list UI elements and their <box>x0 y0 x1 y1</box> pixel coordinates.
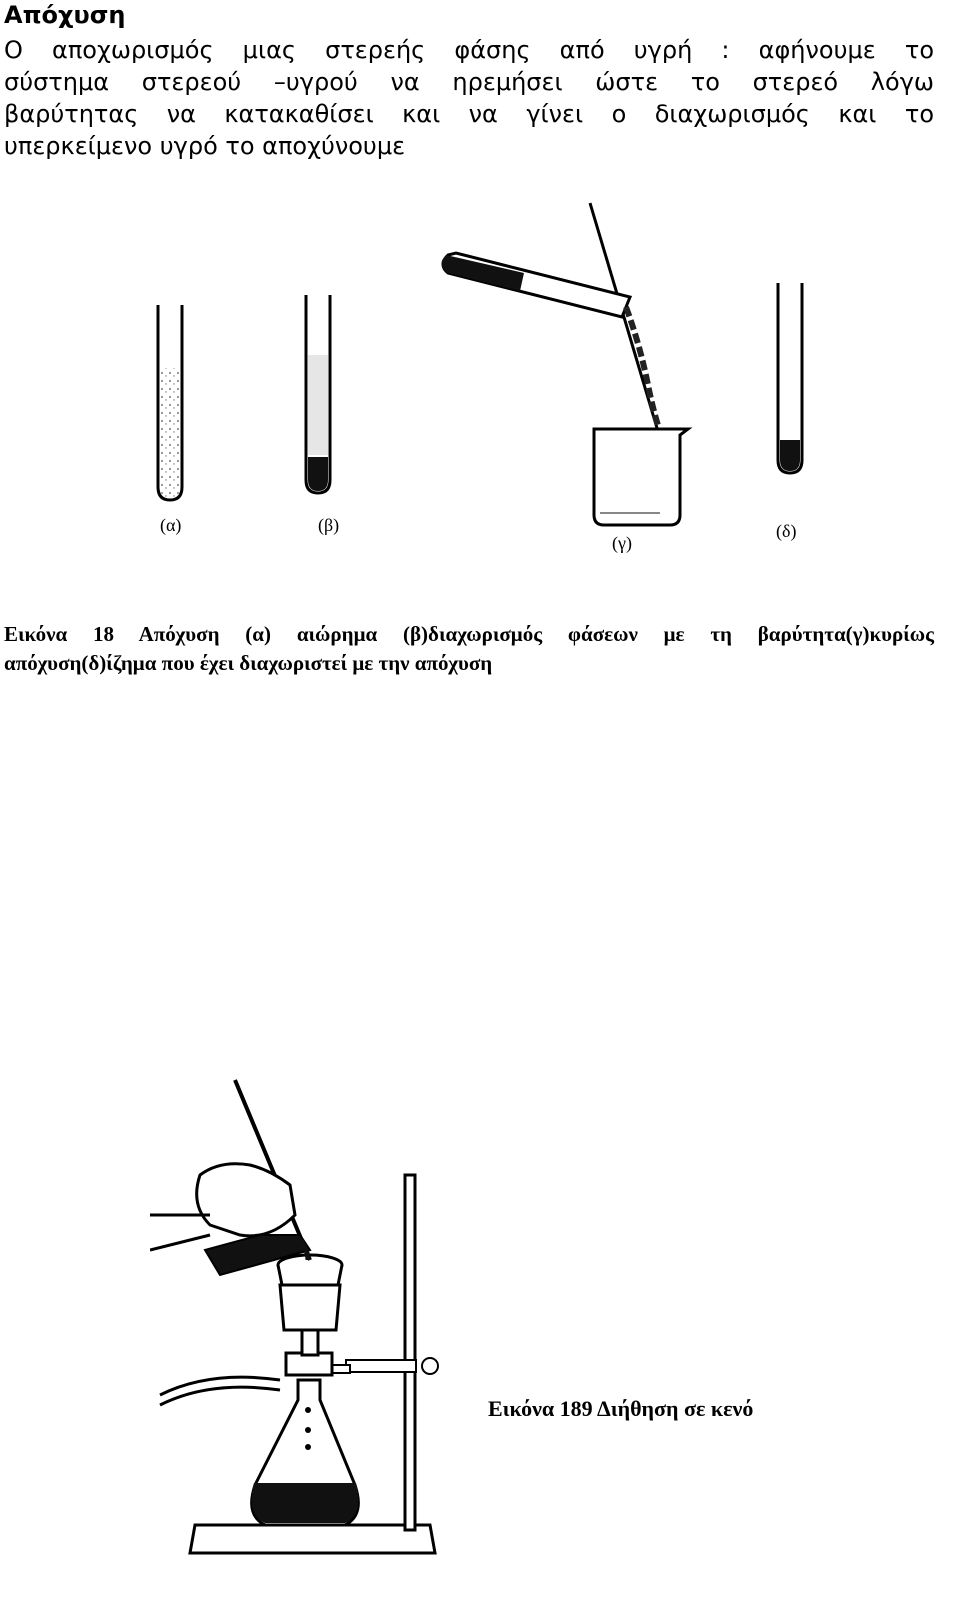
paragraph-line: βαρύτητας να κατακαθίσει και να γίνει ο διαχωρισμός και το <box>4 100 934 128</box>
label-c: (γ) <box>612 533 632 553</box>
paragraph-line: Ο αποχωρισμός μιας στερεής φάσης από υγρή : αφήνουμε το <box>4 36 934 64</box>
label-d: (δ) <box>776 521 797 541</box>
section-heading: Απόχυση <box>4 1 126 29</box>
paragraph-line: υπερκείμενο υγρό το αποχύνουμε <box>4 132 406 160</box>
decantation-figure <box>0 195 960 575</box>
sediment-tube-illustration <box>778 283 802 473</box>
paragraph-line: σύστημα στερεού –υγρού να ηρεμήσει ώστε το στερεό λόγω <box>4 68 934 96</box>
settled-tube-illustration <box>306 295 330 493</box>
label-b: (β) <box>318 515 340 535</box>
body-paragraph <box>4 34 934 162</box>
vacuum-filtration-figure <box>150 1075 480 1620</box>
suspension-tube-illustration <box>158 305 182 500</box>
caption-line: Εικόνα 18 Απόχυση (α) αιώρημα (β)διαχωρισμός φάσεων με τη βαρύτητα(γ)κυρίως <box>4 622 934 646</box>
figure-caption: Εικόνα 189 Διήθηση σε κενό <box>488 1396 754 1421</box>
caption-line: απόχυση(δ)ίζημα που έχει διαχωριστεί με την απόχυση <box>4 651 493 675</box>
pouring-illustration <box>441 203 688 525</box>
label-a: (α) <box>160 515 182 535</box>
figure-caption <box>4 620 934 678</box>
